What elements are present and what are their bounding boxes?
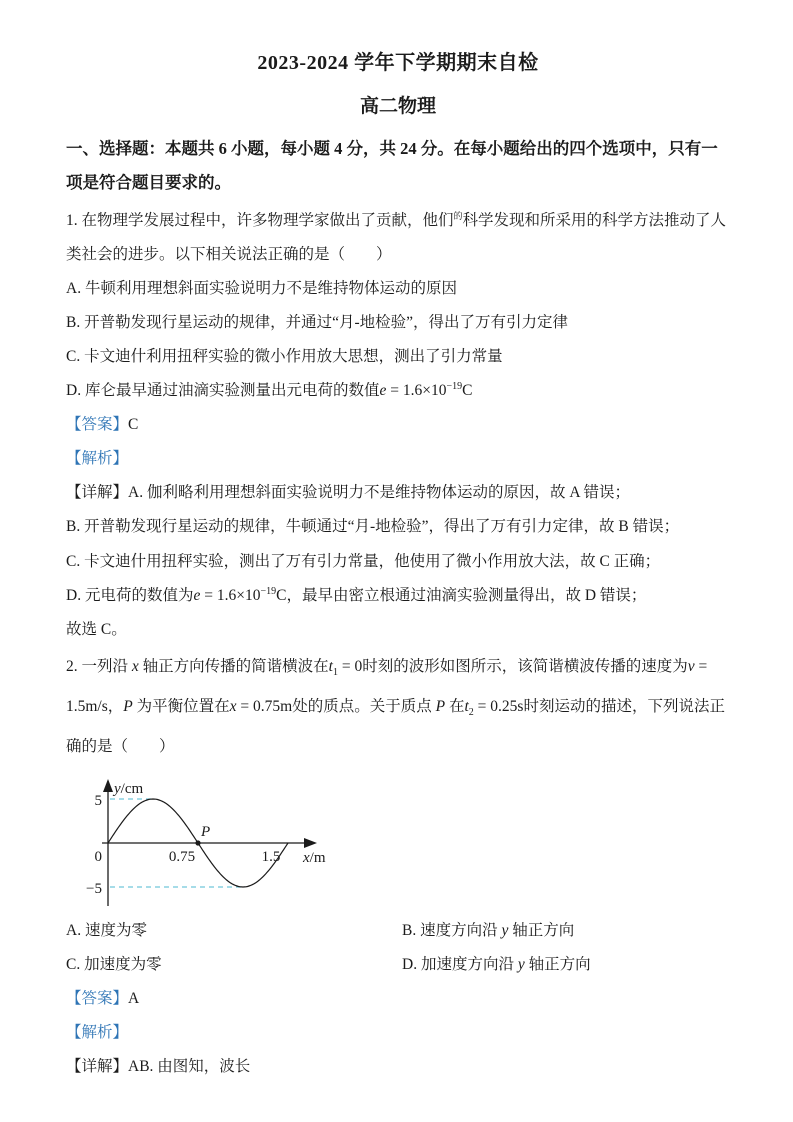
y-axis-label <box>112 781 143 797</box>
q2-var-x: x <box>131 657 139 675</box>
q2-eq-t2: = 0.25s <box>473 698 524 716</box>
q1-stem-text-rest: 科学发现和所采用的科学方法推动了人类社会的进步。以下相关说法正确的是（ ） <box>66 211 727 263</box>
q1-analysis-label: 【解析】 <box>66 450 129 468</box>
q2-options <box>66 914 730 982</box>
q2-option-b-text: B. 速度方向沿 <box>402 921 502 939</box>
q2-eq-x: = 0.75m <box>236 698 293 716</box>
q1-option-d-formula-exp: −19 <box>446 380 463 392</box>
point-P-label: P <box>201 823 211 840</box>
q2-var-v: v <box>687 657 695 675</box>
q2-stem-text: 轴正方向传播的简谐横波在 <box>138 657 329 675</box>
x-axis-label-var: x <box>303 849 310 866</box>
y-axis-arrow-icon <box>103 779 113 792</box>
q1-option-d-formula-unit: C <box>462 382 473 400</box>
q2-stem <box>66 647 730 768</box>
q1-option-c: C. 卡文迪什利用扭秤实验的微小作用放大思想，测出了引力常量 <box>66 348 503 365</box>
wave-figure <box>66 776 730 914</box>
q1-detail-b: B. 开普勒发现行星运动的规律，牛顿通过“月-地检验”，得出了万有引力定律，故 B 错误； <box>66 518 680 536</box>
q2-stem-text: 2. 一列沿 <box>66 657 132 675</box>
q2-option-d-text: D. 加速度方向沿 <box>402 955 518 973</box>
q1-option-d-text: D. 库仑最早通过油滴实验测量出元电荷的数值 <box>66 382 380 400</box>
q1-stem-superscript: 的 <box>453 210 463 221</box>
q2-answer-line <box>66 982 730 1016</box>
q2-answer-label: 【答案】 <box>66 989 129 1007</box>
q1-answer-value: C <box>128 416 139 434</box>
y-axis-label-var: y <box>114 780 121 797</box>
q2-stem-text: ， <box>107 698 124 716</box>
q2-var-t1: t <box>328 657 333 675</box>
q2-stem-text: 为平衡位置在 <box>132 698 230 716</box>
q1-option-d-formula-mid: = 1.6×10 <box>386 382 447 400</box>
doc-title-line1: 2023-2024 学年下学期期末自检 <box>257 52 539 74</box>
q2-option-d <box>402 948 730 982</box>
q1-option-a: A. 牛顿利用理想斜面实验说明力不是维持物体运动的原因 <box>66 279 457 297</box>
q1-detail-d-formula-exp: −19 <box>260 585 277 597</box>
q2-analysis-label: 【解析】 <box>66 1024 129 1042</box>
origin-label: 0 <box>94 848 102 865</box>
q2-option-b-text-after: 轴正方向 <box>508 921 575 939</box>
q2-stem-text: 时刻的波形如图所示，该简谐横波传播的速度为 <box>362 657 688 675</box>
section-header: 一、选择题：本题共 6 小题，每小题 4 分，共 24 分。在每小题给出的四个选项中，只有一项是符合题目要求的。 <box>66 139 718 192</box>
doc-title-line2: 高二物理 <box>359 96 436 117</box>
q2-option-b-var: y <box>501 921 509 939</box>
q2-option-d-var: y <box>517 955 525 973</box>
q1-stem <box>66 204 730 272</box>
q1-option-d <box>66 374 730 408</box>
q2-option-c: C. 加速度为零 <box>66 955 162 973</box>
q1-detail-d-formula-unit: C <box>276 586 287 604</box>
q2-option-a: A. 速度为零 <box>66 921 147 939</box>
y-axis-label-unit: /cm <box>120 780 144 797</box>
q1-option-b: B. 开普勒发现行星运动的规律，并通过“月-地检验”，得出了万有引力定律 <box>66 313 569 331</box>
point-P-dot <box>195 840 200 845</box>
q1-conclusion: 故选 C。 <box>66 620 127 638</box>
q1-detail-d <box>66 579 730 613</box>
q2-var-t2-sub: 2 <box>468 707 474 719</box>
q2-stem-text: 处的质点。关于质点 <box>292 698 436 716</box>
q1-option-d-formula-var: e <box>379 382 387 400</box>
q1-detail-a: 【详解】A. 伽利略利用理想斜面实验说明力不是维持物体运动的原因，故 A 错误； <box>66 484 631 502</box>
x-tick-15: 1.5 <box>261 848 281 865</box>
q1-detail-d-formula-mid: = 1.6×10 <box>200 586 261 604</box>
q2-stem-text: 时刻运动的描述，下列说法正确的是（ ） <box>66 698 725 756</box>
q2-var-p: P <box>123 698 133 716</box>
q2-eq-t1: = 0 <box>337 657 363 675</box>
q1-answer-label: 【答案】 <box>66 416 129 434</box>
y-tick-neg5: −5 <box>86 880 102 897</box>
q1-detail-c: C. 卡文迪什用扭秤实验，测出了万有引力常量，他使用了微小作用放大法，故 C 正确； <box>66 552 661 570</box>
wave-figure-svg <box>66 776 356 914</box>
x-axis-label-unit: /m <box>309 849 326 866</box>
q2-var-t2: t <box>464 698 469 716</box>
x-tick-075: 0.75 <box>168 848 196 865</box>
q2-stem-text: 在 <box>445 698 465 716</box>
q2-detail: 【详解】AB. 由图知，波长 <box>66 1058 251 1076</box>
q2-var-x2: x <box>229 698 237 716</box>
q2-var-p2: P <box>435 698 446 716</box>
q1-detail-d-formula-var: e <box>193 586 201 604</box>
q1-detail-d-text-after: ，最早由密立根通过油滴实验测量得出，故 D 错误； <box>286 586 647 604</box>
x-axis-arrow-icon <box>304 838 317 848</box>
q1-answer-line <box>66 408 730 442</box>
q1-stem-text: 1. 在物理学发展过程中，许多物理学家做出了贡献，他们 <box>66 211 454 229</box>
q1-detail-d-text: D. 元电荷的数值为 <box>66 586 194 604</box>
y-tick-5: 5 <box>94 792 102 809</box>
q2-eq-v: = 1.5m/s <box>66 657 708 716</box>
q2-option-d-text-after: 轴正方向 <box>524 955 591 973</box>
x-axis-label <box>302 850 326 866</box>
q2-answer-value: A <box>128 989 140 1007</box>
q2-var-t1-sub: 1 <box>332 666 338 678</box>
q2-option-b <box>402 914 730 948</box>
